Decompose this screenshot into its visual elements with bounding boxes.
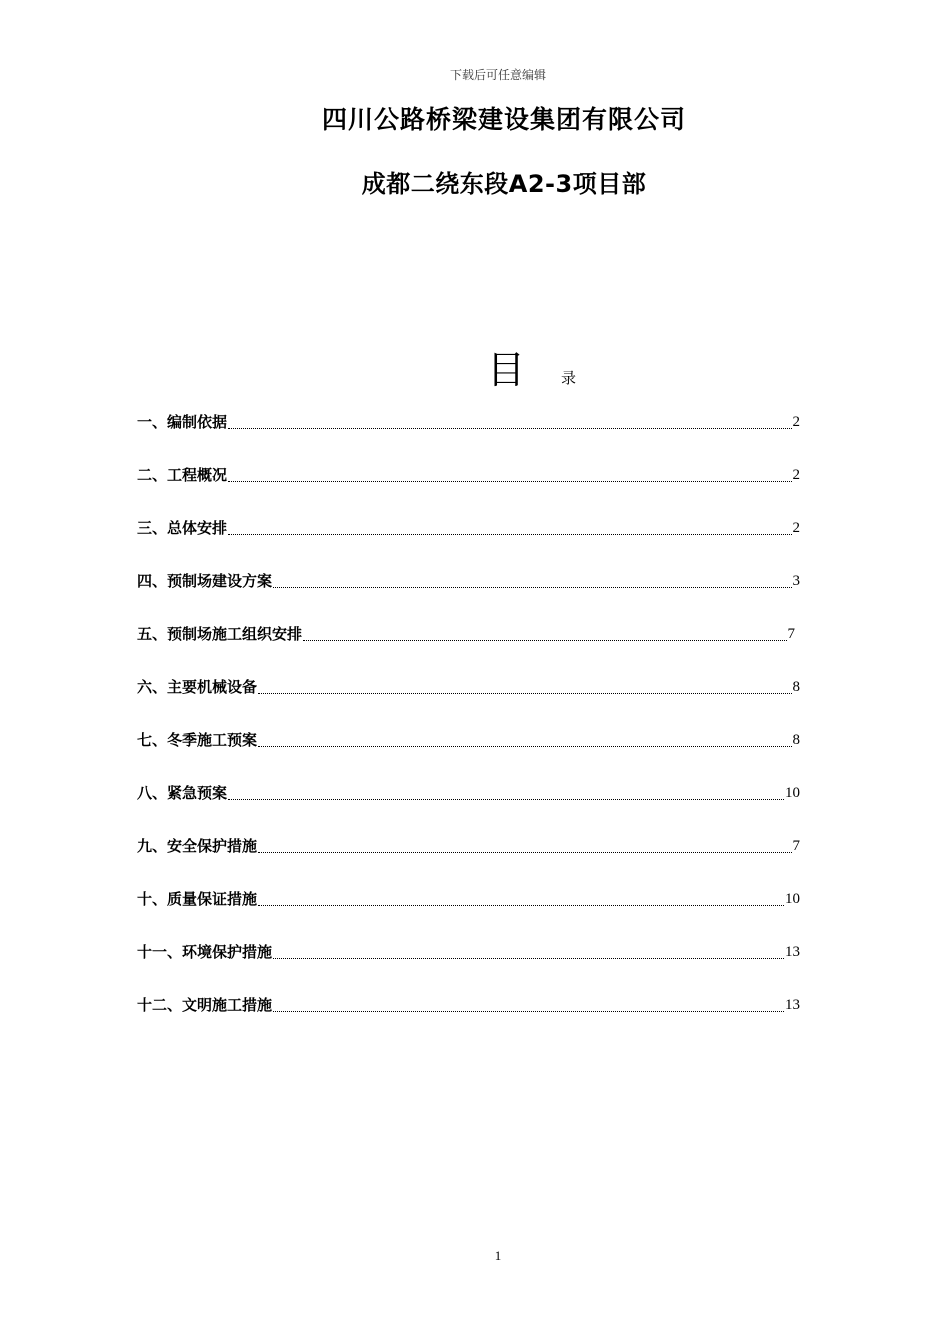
toc-leader-dots <box>273 938 784 959</box>
toc-leader-dots <box>258 726 791 747</box>
toc-entry-page: 8 <box>792 732 800 748</box>
toc-leader-dots <box>273 991 784 1012</box>
toc-leader-dots <box>303 620 786 641</box>
toc-entry-label: 六、主要机械设备 <box>137 678 258 696</box>
toc-entry[interactable] <box>137 726 800 779</box>
header-note: 下载后可任意编辑 <box>449 68 546 82</box>
toc-entry-label: 七、冬季施工预案 <box>137 731 258 749</box>
table-of-contents <box>137 408 800 1044</box>
toc-entry-page: 7 <box>792 838 800 854</box>
project-title: 成都二绕东段A2-3项目部 <box>361 170 647 198</box>
toc-leader-dots <box>228 461 791 482</box>
toc-leader-dots <box>258 832 791 853</box>
toc-entry-page: 8 <box>792 679 800 695</box>
toc-entry-label: 三、总体安排 <box>137 519 228 537</box>
toc-entry[interactable] <box>137 408 800 461</box>
toc-leader-dots <box>228 514 791 535</box>
toc-entry-label: 二、工程概况 <box>137 466 228 484</box>
toc-entry[interactable] <box>137 620 795 673</box>
toc-entry[interactable] <box>137 514 800 567</box>
toc-entry[interactable] <box>137 461 800 514</box>
toc-entry[interactable] <box>137 779 800 832</box>
toc-entry-page: 7 <box>787 626 795 642</box>
toc-entry-page: 2 <box>792 520 800 536</box>
toc-leader-dots <box>273 567 791 588</box>
page-number: 1 <box>494 1248 502 1263</box>
toc-leader-dots <box>228 779 784 800</box>
toc-entry-label: 五、预制场施工组织安排 <box>137 625 303 643</box>
toc-entry-page: 3 <box>792 573 800 589</box>
toc-entry[interactable] <box>137 567 800 620</box>
toc-entry-page: 2 <box>792 467 800 483</box>
toc-entry-label: 八、紧急预案 <box>137 784 228 802</box>
toc-entry-page: 10 <box>785 891 800 907</box>
toc-heading-small: 录 <box>561 369 577 387</box>
toc-entry-page: 10 <box>785 785 800 801</box>
toc-leader-dots <box>258 885 784 906</box>
organization-title: 四川公路桥梁建设集团有限公司 <box>321 105 686 134</box>
toc-entry-label: 十二、文明施工措施 <box>137 996 273 1014</box>
toc-heading-big: 目 <box>487 348 526 392</box>
toc-entry-label: 十、质量保证措施 <box>137 890 258 908</box>
toc-entry-label: 十一、环境保护措施 <box>137 943 273 961</box>
toc-entry[interactable] <box>137 938 800 991</box>
toc-entry-page: 13 <box>785 997 800 1013</box>
toc-entry-label: 九、安全保护措施 <box>137 837 258 855</box>
toc-entry-page: 13 <box>785 944 800 960</box>
toc-entry-page: 2 <box>792 414 800 430</box>
toc-leader-dots <box>228 408 791 429</box>
toc-leader-dots <box>258 673 791 694</box>
toc-entry[interactable] <box>137 991 800 1044</box>
toc-entry[interactable] <box>137 885 800 938</box>
toc-heading <box>487 344 576 392</box>
toc-entry-label: 四、预制场建设方案 <box>137 572 273 590</box>
toc-entry[interactable] <box>137 832 800 885</box>
toc-entry-label: 一、编制依据 <box>137 413 228 431</box>
toc-entry[interactable] <box>137 673 800 726</box>
